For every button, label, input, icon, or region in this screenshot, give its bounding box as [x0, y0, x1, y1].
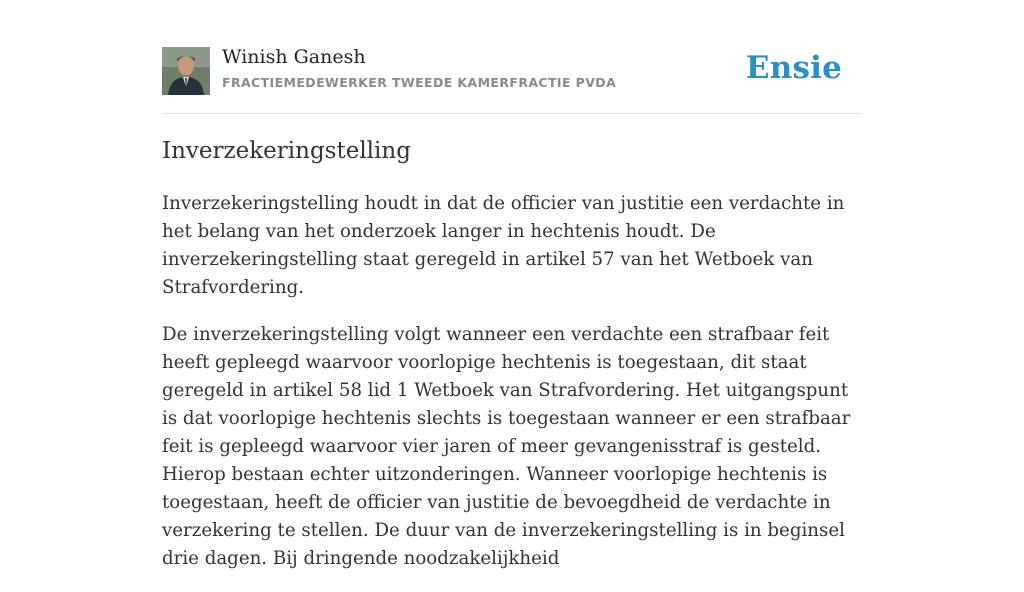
article-title: Inverzekeringstelling [162, 138, 411, 164]
content-column [162, 0, 862, 569]
article-header [162, 0, 862, 114]
ensie-logo[interactable]: Ensie [745, 50, 842, 86]
author-avatar[interactable] [162, 47, 210, 95]
article-paragraph: Inverzekeringstelling houdt in dat de officier van justitie een verdachte in het belang van het onderzoek langer in hechtenis houdt. De inverzekeringstelling staat geregeld in artikel 57 van het Wetboek van Strafvordering. [162, 193, 845, 298]
author-name[interactable]: Winish Ganesh [222, 46, 366, 68]
article-paragraph: De inverzekeringstelling volgt wanneer een verdachte een strafbaar feit heeft gepleegd waarvoor voorlopige hechtenis is toegestaan, dit staat geregeld in artikel 58 lid 1 Wetboek van Strafvordering. Het uitgangspunt is dat voorlopige hechtenis slechts is toegestaan wanneer er een strafbaar feit is gepleegd waarvoor vier jaren of meer gevangenisstraf is gesteld. Hierop bestaan echter uitzonderingen. Wanneer voorlopige hechtenis is toegestaan, heeft de officier van justitie de bevoegdheid de verdachte in verzekering te stellen. De duur van de inverzekeringstelling is in beginsel drie dagen. Bij dringende noodzakelijkheid [162, 324, 851, 569]
article-body [162, 190, 862, 592]
author-role: FRACTIEMEDEWERKER TWEEDE KAMERFRACTIE PVDA [222, 75, 617, 90]
avatar-photo-icon [162, 47, 210, 95]
